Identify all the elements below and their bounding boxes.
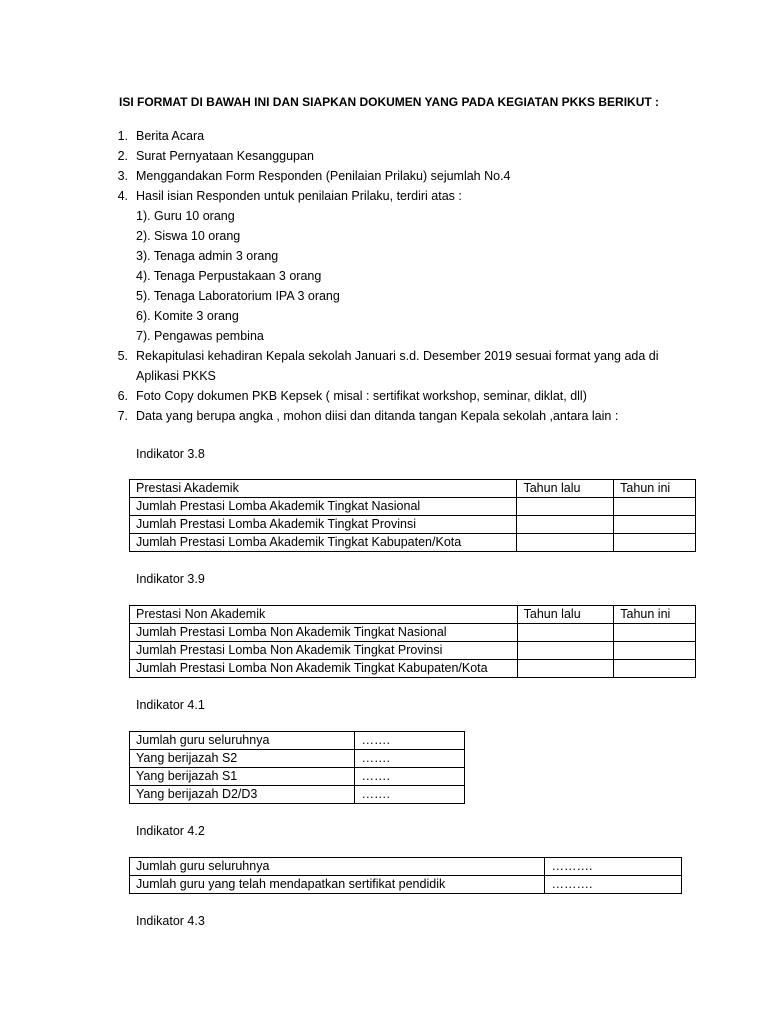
row-label: Jumlah guru seluruhnya <box>130 858 545 876</box>
indicator-4-2-label: Indikator 4.2 <box>136 824 205 838</box>
row-label: Jumlah Prestasi Lomba Akademik Tingkat Nasional <box>130 498 517 516</box>
item-number: 3. <box>117 169 128 183</box>
value-cell <box>517 498 614 516</box>
list-item <box>108 166 688 186</box>
list-item <box>108 186 688 346</box>
row-label: Jumlah Prestasi Lomba Non Akademik Tingkat Kabupaten/Kota <box>130 660 518 678</box>
list-item <box>108 146 688 166</box>
value-cell <box>614 534 696 552</box>
row-label: Jumlah Prestasi Lomba Akademik Tingkat Provinsi <box>130 516 517 534</box>
value-cell: ……. <box>355 786 465 804</box>
list-item <box>108 406 688 426</box>
value-cell: ………. <box>545 858 682 876</box>
header-cell: Tahun lalu <box>517 480 614 498</box>
value-cell <box>614 516 696 534</box>
item-text: Hasil isian Responden untuk penilaian Prilaku, terdiri atas : <box>136 189 462 203</box>
table-row <box>130 768 465 786</box>
item-text: Rekapitulasi kehadiran Kepala sekolah Januari s.d. Desember 2019 sesuai format yang ada di <box>136 349 659 363</box>
value-cell <box>614 498 696 516</box>
row-label: Jumlah guru seluruhnya <box>130 732 355 750</box>
table-header-row <box>130 480 696 498</box>
row-label: Jumlah Prestasi Lomba Non Akademik Tingkat Nasional <box>130 624 518 642</box>
value-cell: ……. <box>355 750 465 768</box>
table-row <box>130 516 696 534</box>
value-cell <box>614 660 696 678</box>
value-cell <box>517 660 614 678</box>
item-number: 6. <box>117 389 128 403</box>
row-label: Yang berijazah S1 <box>130 768 355 786</box>
row-label: Yang berijazah S2 <box>130 750 355 768</box>
table-row <box>130 498 696 516</box>
value-cell <box>517 534 614 552</box>
indicator-4-1-table <box>129 731 465 804</box>
item-text: Foto Copy dokumen PKB Kepsek ( misal : sertifikat workshop, seminar, diklat, dll) <box>136 389 587 403</box>
value-cell: ………. <box>545 876 682 894</box>
item-number: 2. <box>117 149 128 163</box>
sub-item: 3). Tenaga admin 3 orang <box>136 249 279 263</box>
page-title: ISI FORMAT DI BAWAH INI DAN SIAPKAN DOKUMEN YANG PADA KEGIATAN PKKS BERIKUT : <box>119 95 660 109</box>
list-item <box>108 386 688 406</box>
sub-item: 1). Guru 10 orang <box>136 209 235 223</box>
indicator-3-8-label: Indikator 3.8 <box>136 447 205 461</box>
table-row <box>130 786 465 804</box>
header-cell: Tahun ini <box>614 480 696 498</box>
value-cell: ……. <box>355 768 465 786</box>
item-text: Surat Pernyataan Kesanggupan <box>136 149 314 163</box>
table-row <box>130 660 696 678</box>
item-text: Menggandakan Form Responden (Penilaian Prilaku) sejumlah No.4 <box>136 169 511 183</box>
indicator-4-3-label: Indikator 4.3 <box>136 914 205 928</box>
value-cell: ……. <box>355 732 465 750</box>
table-row <box>130 858 682 876</box>
indicator-3-9-table <box>129 605 696 678</box>
value-cell <box>517 624 614 642</box>
row-label: Jumlah Prestasi Lomba Non Akademik Tingkat Provinsi <box>130 642 518 660</box>
table-row <box>130 876 682 894</box>
item-text-continued: Aplikasi PKKS <box>136 369 216 383</box>
indicator-3-9-label: Indikator 3.9 <box>136 572 205 586</box>
row-label: Yang berijazah D2/D3 <box>130 786 355 804</box>
sub-item: 7). Pengawas pembina <box>136 329 264 343</box>
row-label: Jumlah Prestasi Lomba Akademik Tingkat Kabupaten/Kota <box>130 534 517 552</box>
sub-item: 4). Tenaga Perpustakaan 3 orang <box>136 269 322 283</box>
table-row <box>130 642 696 660</box>
indicator-4-1-label: Indikator 4.1 <box>136 698 205 712</box>
value-cell <box>517 516 614 534</box>
item-number: 5. <box>117 349 128 363</box>
table-row <box>130 750 465 768</box>
sub-item: 2). Siswa 10 orang <box>136 229 241 243</box>
value-cell <box>614 624 696 642</box>
header-cell: Prestasi Non Akademik <box>130 606 518 624</box>
item-number: 1. <box>117 129 128 143</box>
indicator-4-2-table <box>129 857 682 894</box>
value-cell <box>614 642 696 660</box>
row-label: Jumlah guru yang telah mendapatkan sertifikat pendidik <box>130 876 545 894</box>
header-cell: Tahun lalu <box>517 606 614 624</box>
table-header-row <box>130 606 696 624</box>
table-row <box>130 534 696 552</box>
header-cell: Tahun ini <box>614 606 696 624</box>
item-number: 4. <box>117 189 128 203</box>
table-row <box>130 732 465 750</box>
item-text: Data yang berupa angka , mohon diisi dan ditanda tangan Kepala sekolah ,antara lain : <box>136 409 619 423</box>
item-text: Berita Acara <box>136 129 205 143</box>
header-cell: Prestasi Akademik <box>130 480 517 498</box>
respondent-sublist <box>136 206 688 346</box>
sub-item: 6). Komite 3 orang <box>136 309 239 323</box>
document-list <box>108 126 688 426</box>
value-cell <box>517 642 614 660</box>
list-item <box>108 346 688 386</box>
indicator-3-8-table <box>129 479 696 552</box>
sub-item: 5). Tenaga Laboratorium IPA 3 orang <box>136 289 340 303</box>
item-number: 7. <box>117 409 128 423</box>
list-item <box>108 126 688 146</box>
table-row <box>130 624 696 642</box>
